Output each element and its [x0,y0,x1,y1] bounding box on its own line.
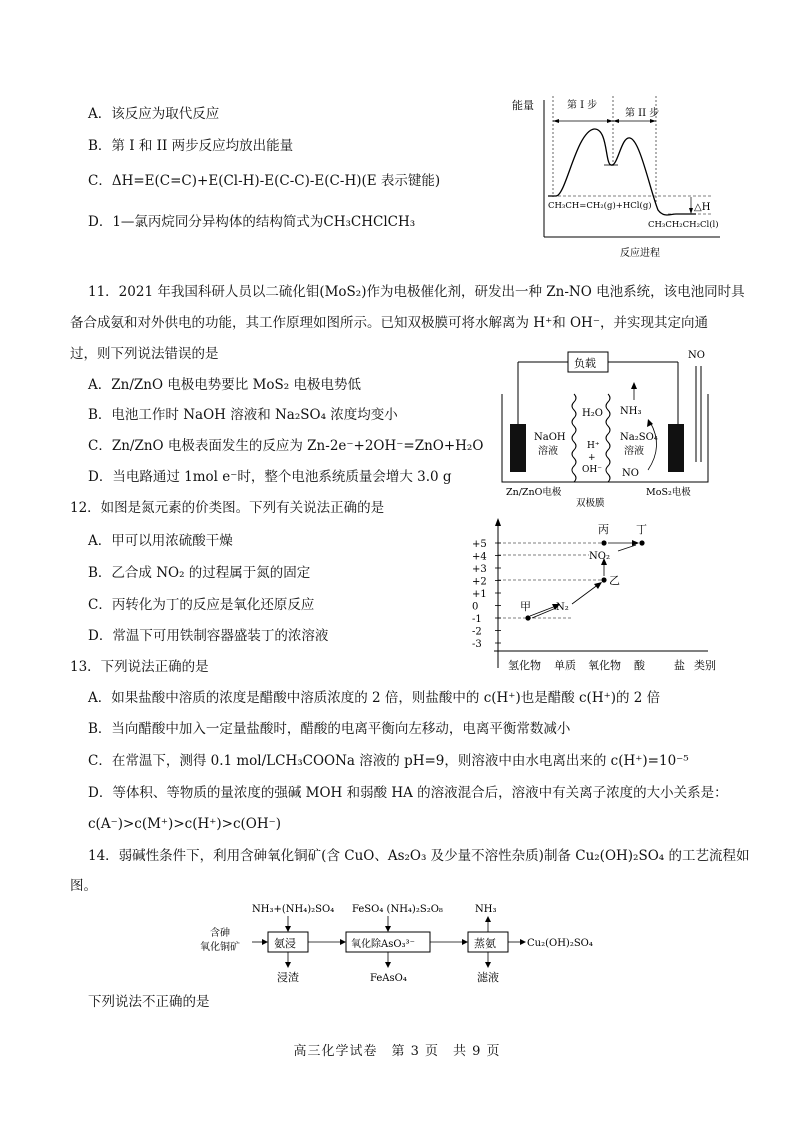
q13-option-d-line2: c(A⁻)>c(M⁺)>c(H⁺)>c(OH⁻) [88,816,282,832]
box-distill-label: 蒸氨 [474,937,496,950]
point-jia [525,615,530,620]
point-yi [601,577,606,582]
x-cat-element: 单质 [554,659,576,672]
reactant-label: CH₃CH=CH₂(g)+HCl(g) [548,201,652,211]
label-yi: 乙 [609,574,620,587]
reaction-axis-label: 反应进程 [620,248,660,259]
no-label: NO [622,468,639,479]
box-oxidation-label: 氧化除AsO₃³⁻ [351,939,415,950]
na2so4-label: Na₂SO₄ [620,432,658,443]
x-cat-acid: 酸 [634,659,645,672]
plus-label: + [588,453,596,463]
ohminus-label: OH⁻ [582,465,602,475]
q13-stem: 13．下列说法正确的是 [70,659,209,675]
y-tick-label: +2 [472,576,487,588]
waste-feaso4: FeAsO₄ [370,973,407,984]
x-cat-salt: 盐 [674,659,685,672]
raw-material-line2: 氧化铜矿 [200,942,240,953]
step2-label: 第 II 步 [625,108,660,119]
q14-question: 下列说法不正确的是 [88,994,210,1010]
q11-stem-line3: 过，则下列说法错误的是 [70,346,219,362]
y-tick-label: -3 [472,639,482,650]
x-cat-hydride: 氢化物 [508,659,541,672]
q10-option-b: B．第 I 和 II 两步反应均放出能量 [88,138,294,154]
x-axis-label: 类别 [694,659,716,672]
naoh-label: NaOH [534,432,566,443]
y-tick-label: +4 [472,551,487,563]
raw-material-line1: 含砷 [210,928,230,939]
q13-option-c: C．在常温下，测得 0.1 mol/LCH₃COONa 溶液的 pH=9，则溶液中由水电离出来的 c(H⁺)=10⁻⁵ [88,753,689,769]
x-cat-oxide: 氧化物 [588,659,621,672]
y-tick-label: +5 [472,539,487,550]
load-label: 负载 [574,357,596,370]
zn-electrode-label: Zn/ZnO电极 [506,487,562,498]
box-ammonia-leach-label: 氨浸 [274,937,296,950]
final-product: Cu₂(OH)₂SO₄ [527,938,593,949]
q12-option-b: B．乙合成 NO₂ 的过程属于氮的固定 [88,565,311,581]
valence-diagram [468,518,730,678]
q12-stem: 12．如图是氮元素的价类图。下列有关说法正确的是 [70,500,385,516]
y-tick-label: 0 [472,601,479,613]
energy-diagram [508,92,730,262]
q10-option-d: D．1—氯丙烷同分异构体的结构简式为CH₃CHClCH₃ [88,214,416,230]
nh3-label: NH₃ [620,406,642,417]
label-jia: 甲 [520,600,531,613]
q11-stem-line2: 备合成氨和对外供电的功能，其工作原理如图所示。已知双极膜可将水解离为 H⁺和 OH⁻，并实现其定向通 [70,315,708,331]
membrane-label: 双极膜 [576,498,605,507]
label-no2: NO₂ [589,551,610,562]
process-flow [196,896,646,991]
q11-stem-line1: 11．2021 年我国科研人员以二硫化钼(MoS₂)作为电极催化剂，研发出一种 Zn-NO 电池系统，该电池同时具 [88,284,745,300]
point-ding [639,540,644,545]
h2o-label: H₂O [582,408,603,419]
naoh-solution-label: 溶液 [538,446,558,457]
y-tick-label: -1 [472,614,482,625]
y-tick-label: +3 [472,564,487,575]
y-tick-label: -2 [472,626,482,638]
energy-axis-label: 能量 [512,99,534,112]
q13-option-d-line1: D．等体积、等物质的量浓度的强碱 MOH 和弱酸 HA 的溶液混合后，溶液中有关离子浓度的大小关系是： [88,785,728,801]
product-label: CH₃CH₂CH₂Cl(l) [648,220,719,230]
no-inlet-label: NO [688,350,705,361]
waste-residue: 浸渣 [277,971,299,984]
waste-filtrate: 滤液 [477,971,499,984]
q11-option-d: D．当电路通过 1mol e⁻时，整个电池系统质量会增大 3.0 g [88,469,452,485]
na2so4-solution-label: 溶液 [624,446,644,457]
delta-h-label: △H [694,202,711,213]
q13-option-a: A．如果盐酸中溶质的浓度是醋酸中溶质浓度的 2 倍，则盐酸中的 c(H⁺)也是醋酸 c(H⁺)的 2 倍 [88,690,661,706]
y-tick-label: +1 [472,589,487,600]
mos2-electrode [668,424,684,472]
label-n2: N₂ [556,602,569,613]
q12-option-d: D．常温下可用铁制容器盛装丁的浓溶液 [88,628,329,644]
page-footer: 高三化学试卷 第 3 页 共 9 页 [293,1044,501,1059]
output-nh3: NH₃ [475,904,497,915]
q11-option-c: C．Zn/ZnO 电极表面发生的反应为 Zn-2e⁻+2OH⁻=ZnO+H₂O [88,438,484,454]
zn-electrode [510,424,526,472]
point-bing [601,540,606,545]
q13-option-b: B．当向醋酸中加入一定量盐酸时，醋酸的电离平衡向左移动，电离平衡常数减小 [88,721,571,737]
hplus-label: H⁺ [587,441,600,451]
q12-option-c: C．丙转化为丁的反应是氧化还原反应 [88,597,315,613]
q10-option-c: C．ΔH=E(C=C)+E(Cl-H)-E(C-C)-E(C-H)(E 表示键能) [88,173,441,189]
q14-stem-line2: 图。 [70,878,97,894]
label-bing: 丙 [598,523,609,536]
label-ding: 丁 [636,523,647,536]
battery-diagram [498,342,724,507]
step1-label: 第 I 步 [567,100,598,111]
q11-option-a: A．Zn/ZnO 电极电势要比 MoS₂ 电极电势低 [88,377,361,393]
mos2-electrode-label: MoS₂电极 [646,487,691,498]
q14-stem-line1: 14．弱碱性条件下，利用含砷氧化铜矿(含 CuO、As₂O₃ 及少量不溶性杂质)制备 Cu₂(OH)₂SO₄ 的工艺流程如 [88,848,750,864]
q11-option-b: B．电池工作时 NaOH 溶液和 Na₂SO₄ 浓度均变小 [88,407,398,423]
q12-option-a: A．甲可以用浓硫酸干燥 [88,533,233,549]
input-oxidants: FeSO₄ (NH₄)₂S₂O₈ [352,904,443,915]
input-ammonia: NH₃+(NH₄)₂SO₄ [252,904,335,915]
q10-option-a: A．该反应为取代反应 [88,106,220,122]
